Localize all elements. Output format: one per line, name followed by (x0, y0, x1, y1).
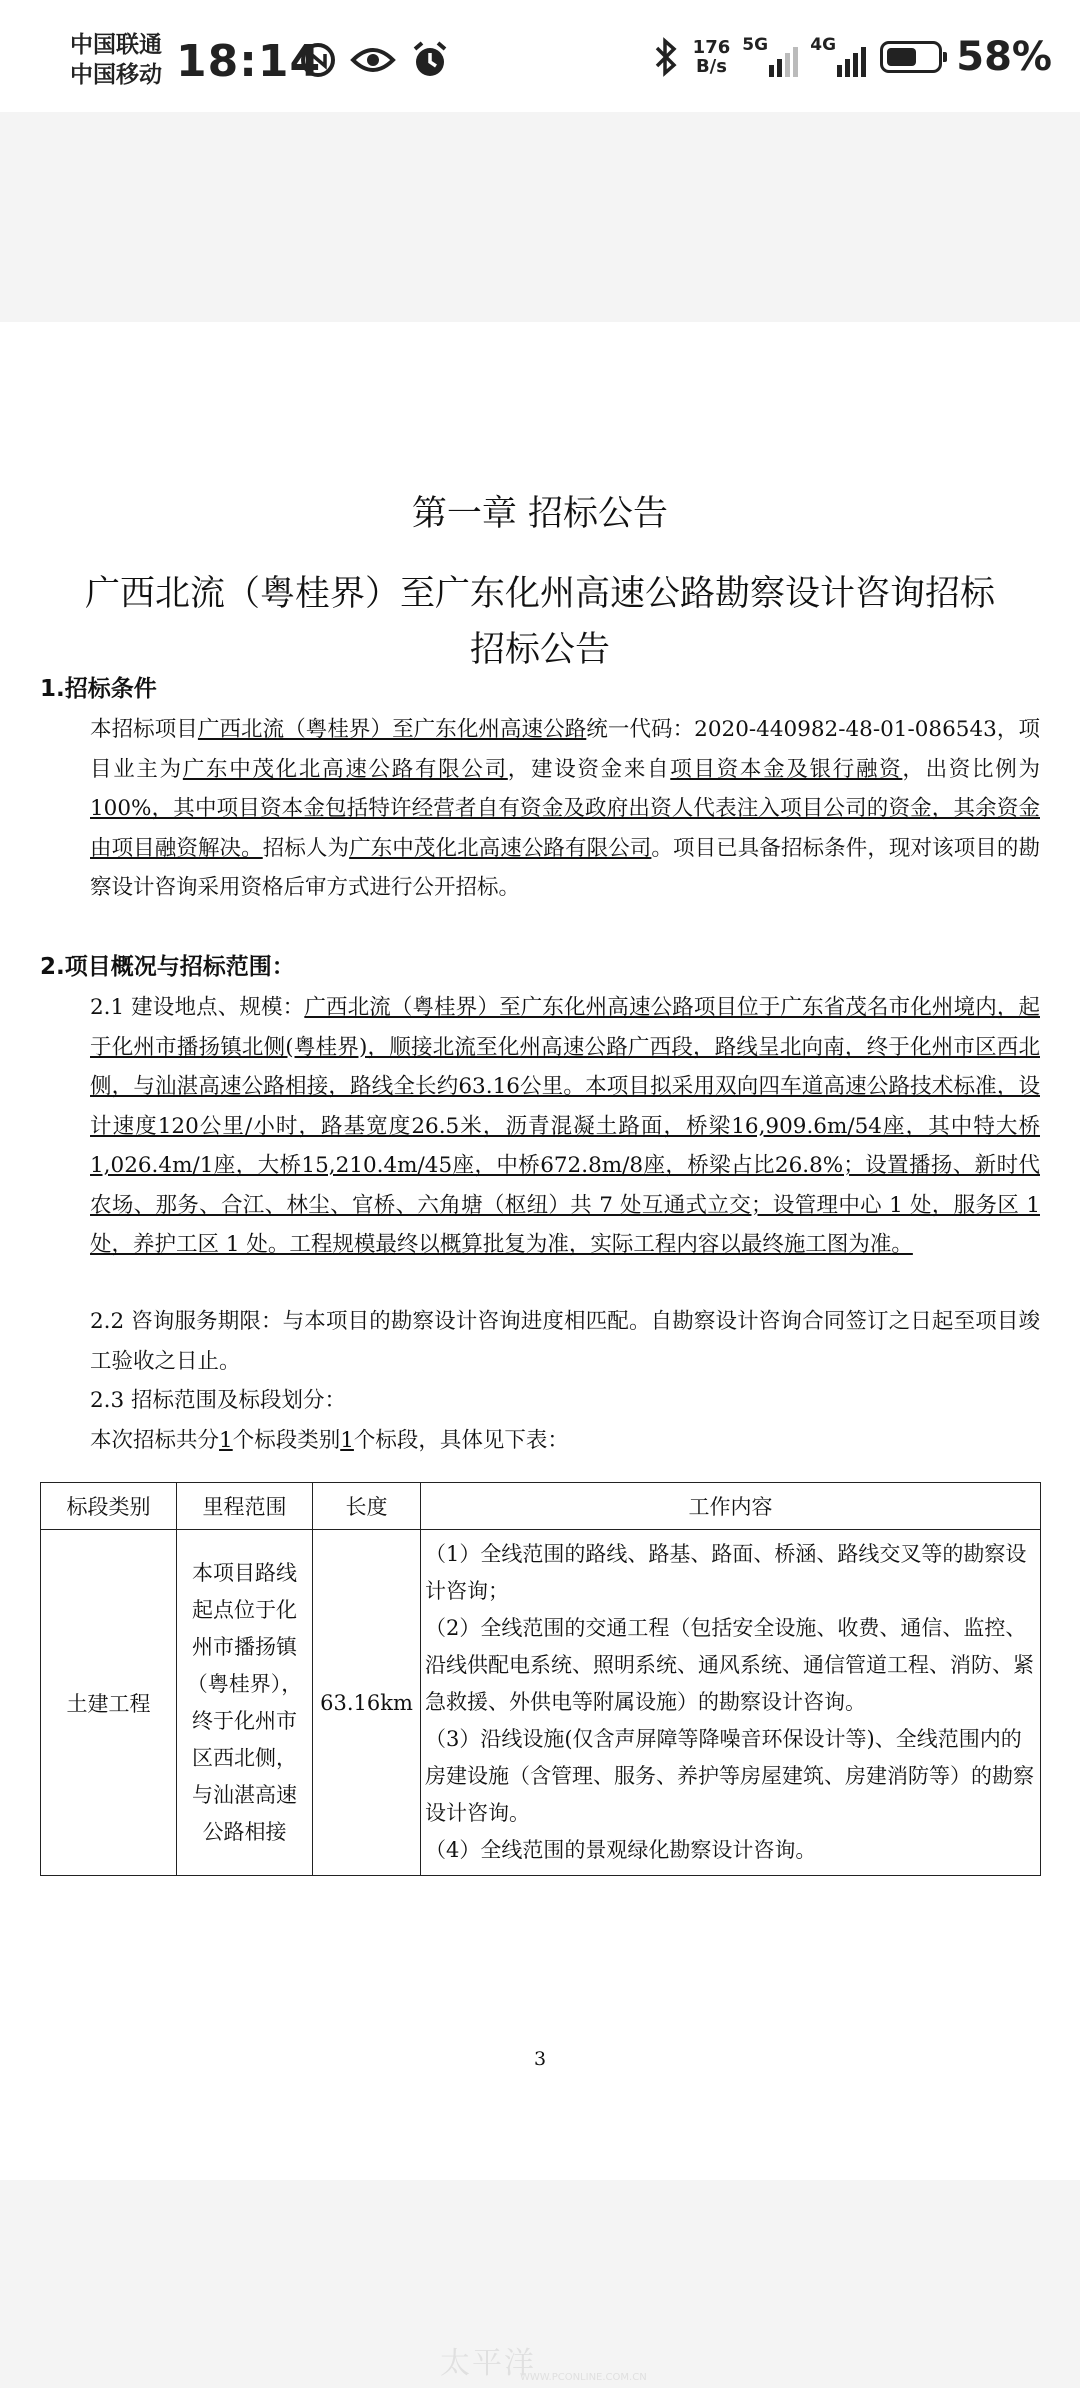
alarm-icon (410, 40, 450, 80)
section1-heading: 1.招标条件 (40, 676, 157, 702)
tenderer-name: 广东中茂化北高速公路有限公司 (349, 835, 652, 861)
clock: 18:14 (176, 36, 322, 87)
text: 本次招标共分 (90, 1428, 220, 1453)
text: 。项目已具备招标条件，现对该项目的勘察设计咨询采用资格后审方式进行公开招标。 (90, 835, 1040, 900)
status-right (653, 34, 1052, 80)
section2-heading: 2.项目概况与招标范围： (40, 954, 295, 980)
carrier-1: 中国联通 (70, 32, 162, 58)
length-cell: 63.16km (313, 1530, 421, 1876)
funding-ratio: 100%，其中项目资本金包括特许经营者自有资金及政府出资人代表注入项目公司的资金，其余资金由项目融资解决。 (90, 796, 1040, 861)
table-intro (40, 1421, 1040, 1461)
text: 个标段类别 (232, 1428, 341, 1453)
status-bar (0, 0, 1080, 112)
battery-fill (887, 48, 916, 66)
battery-percent: 58% (956, 34, 1052, 80)
network-type-1: 5G (742, 35, 769, 55)
text: 统一代码：2020-440982-48-01-086543，项目业主为 (90, 717, 1040, 782)
section1-paragraph (40, 710, 1040, 908)
carrier-2: 中国移动 (70, 62, 162, 88)
net-speed (693, 38, 731, 76)
location-scale-text: 广西北流（粤桂界）至广东化州高速公路项目位于广东省茂名市化州境内，起于化州市播扬镇北侧(粤桂界)，顺接北流至化州高速公路广西段，路线呈北向南，终于化州市区西北侧，与汕湛高速公路相接，路线全长约63.16公里。本项目拟采用双向四车道高速公路技术标准，设计速度120公里/小时，路基宽度26.5米，沥青混凝土路面，桥梁16,909.6m/54座，其中特大桥1,026.4m/1座，大桥15,210.4m/45座，中桥672.8m/8座，桥梁占比26.8%；设置播扬、新时代农场、那务、合江、林尘、官桥、六角塘（枢纽）共 7 处互通式立交；设管理中心 1 处，服务区 1 处，养护工区 1 处。工程规模最终以概算批复为准，实际工程内容以最终施工图为准。 (90, 995, 1040, 1257)
table-row (41, 1530, 1041, 1876)
project-name: 广西北流（粤桂界）至广东化州高速公路 (197, 717, 587, 742)
table-header-row (41, 1483, 1041, 1530)
bluetooth-icon (653, 37, 679, 77)
eye-comfort-icon (350, 45, 396, 75)
work-item: （3）沿线设施(仅含声屏障等降噪音环保设计等)、全线范围内的房建设施（含管理、服务、养护等房屋建筑、房建消防等）的勘察设计咨询。 (425, 1727, 1034, 1825)
bid-lot-table (40, 1482, 1041, 1876)
net-speed-unit: B/s (695, 56, 727, 77)
table-header-cell: 长度 (313, 1483, 421, 1530)
section2-3-heading: 2.3 招标范围及标段划分： (90, 1388, 347, 1413)
text: 招标人为 (262, 835, 350, 861)
text: ，出资比例为 (902, 756, 1040, 782)
work-content-cell (421, 1530, 1041, 1876)
carrier-info (70, 30, 162, 90)
document-title-line1: 广西北流（粤桂界）至广东化州高速公路勘察设计咨询招标 (84, 574, 995, 614)
network-type-2: 4G (810, 35, 837, 55)
work-item: （1）全线范围的路线、路基、路面、桥涵、路线交叉等的勘察设计咨询； (425, 1542, 1027, 1603)
lot-category-count: 1 (219, 1428, 233, 1453)
lot-category-cell: 土建工程 (41, 1530, 177, 1876)
document-title-line2: 招标公告 (469, 630, 610, 670)
battery-icon (880, 41, 942, 73)
table-header-cell: 工作内容 (421, 1483, 1041, 1530)
mileage-range-cell: 本项目路线起点位于化州市播扬镇（粤桂界），终于化州市区西北侧，与汕湛高速公路相接 (177, 1530, 313, 1876)
table-header-cell: 标段类别 (41, 1483, 177, 1530)
table-header-cell: 里程范围 (177, 1483, 313, 1530)
document-page (0, 322, 1080, 2180)
nfc-icon (300, 42, 336, 78)
owner-name: 广东中茂化北高速公路有限公司 (182, 756, 508, 782)
text: 个标段，具体见下表： (353, 1428, 569, 1453)
watermark-logo: 太平洋 (440, 2346, 536, 2381)
text: 本招标项目 (90, 717, 198, 742)
signal-5g-icon (744, 37, 798, 77)
subsection-label: 2.1 建设地点、规模： (90, 995, 305, 1020)
net-speed-value: 176 (692, 37, 731, 58)
section2-1-paragraph (40, 988, 1040, 1265)
section2-2-paragraph: 2.2 咨询服务期限：与本项目的勘察设计咨询进度相匹配。自勘察设计咨询合同签订之日起至项目竣工验收之日止。 (90, 1309, 1040, 1374)
signal-4g-icon (812, 37, 866, 77)
chapter-heading: 第一章 招标公告 (411, 494, 669, 534)
page-number: 3 (533, 2048, 547, 2070)
text: ，建设资金来自 (507, 756, 671, 782)
work-item: （4）全线范围的景观绿化勘察设计咨询。 (425, 1838, 817, 1862)
status-icons (300, 40, 450, 80)
funding-source: 项目资本金及银行融资 (670, 756, 903, 782)
watermark-url: WWW.PCONLINE.COM.CN (520, 2372, 647, 2383)
lot-count: 1 (340, 1428, 354, 1453)
work-item: （2）全线范围的交通工程（包括安全设施、收费、通信、监控、沿线供配电系统、照明系统、通风系统、通信管道工程、消防、紧急救援、外供电等附属设施）的勘察设计咨询。 (425, 1616, 1034, 1714)
